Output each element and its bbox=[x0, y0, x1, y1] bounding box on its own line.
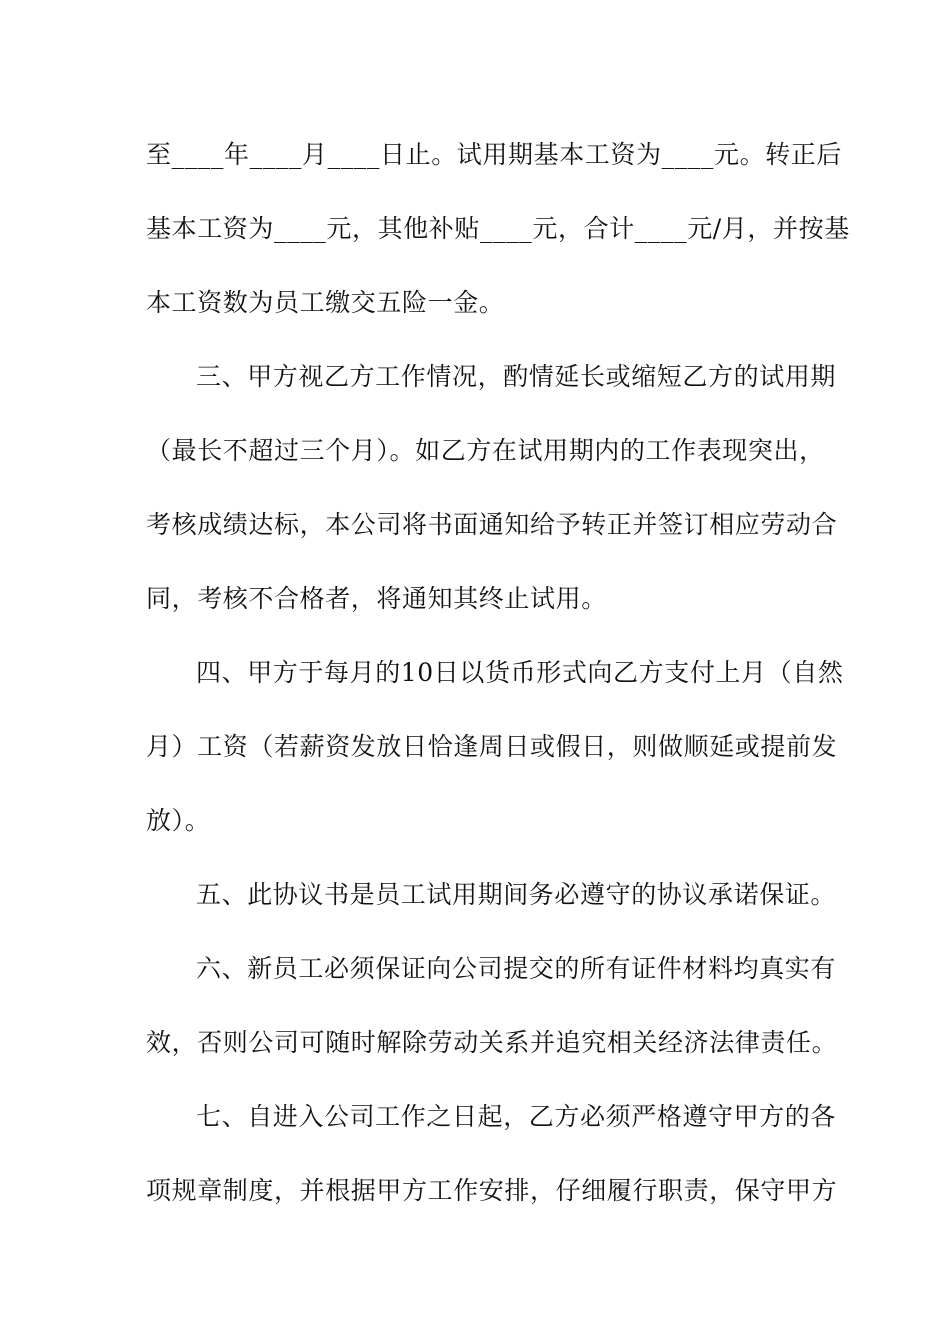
text-line: 月）工资（若薪资发放日恰逢周日或假日，则做顺延或提前发 bbox=[146, 732, 838, 761]
text-line: 放）。 bbox=[146, 806, 211, 835]
paragraph-line: 三、甲方视乙方工作情况，酌情延长或缩短乙方的试用期 bbox=[196, 362, 837, 391]
text-line: 效，否则公司可随时解除劳动关系并追究相关经济法律责任。 bbox=[146, 1028, 838, 1057]
paragraph-line: 四、甲方于每月的10日以货币形式向乙方支付上月（自然 bbox=[196, 658, 844, 687]
text-line: 项规章制度，并根据甲方工作安排，仔细履行职责，保守甲方 bbox=[146, 1176, 838, 1205]
text-line: 同，考核不合格者，将通知其终止试用。 bbox=[146, 584, 607, 613]
paragraph-line: 五、此协议书是员工试用期间务必遵守的协议承诺保证。 bbox=[196, 880, 837, 909]
paragraph-line: 七、自进入公司工作之日起，乙方必须严格遵守甲方的各 bbox=[196, 1102, 837, 1131]
text-line: 至____年____月____日止。试用期基本工资为____元。转正后 bbox=[146, 140, 843, 169]
text-line: （最长不超过三个月）。如乙方在试用期内的工作表现突出， bbox=[146, 436, 825, 465]
paragraph-line: 六、新员工必须保证向公司提交的所有证件材料均真实有 bbox=[196, 954, 837, 983]
text-line: 基本工资为____元，其他补贴____元，合计____元/月，并按基 bbox=[146, 214, 850, 243]
text-line: 本工资数为员工缴交五险一金。 bbox=[146, 288, 505, 317]
text-line: 考核成绩达标，本公司将书面通知给予转正并签订相应劳动合 bbox=[146, 510, 838, 539]
